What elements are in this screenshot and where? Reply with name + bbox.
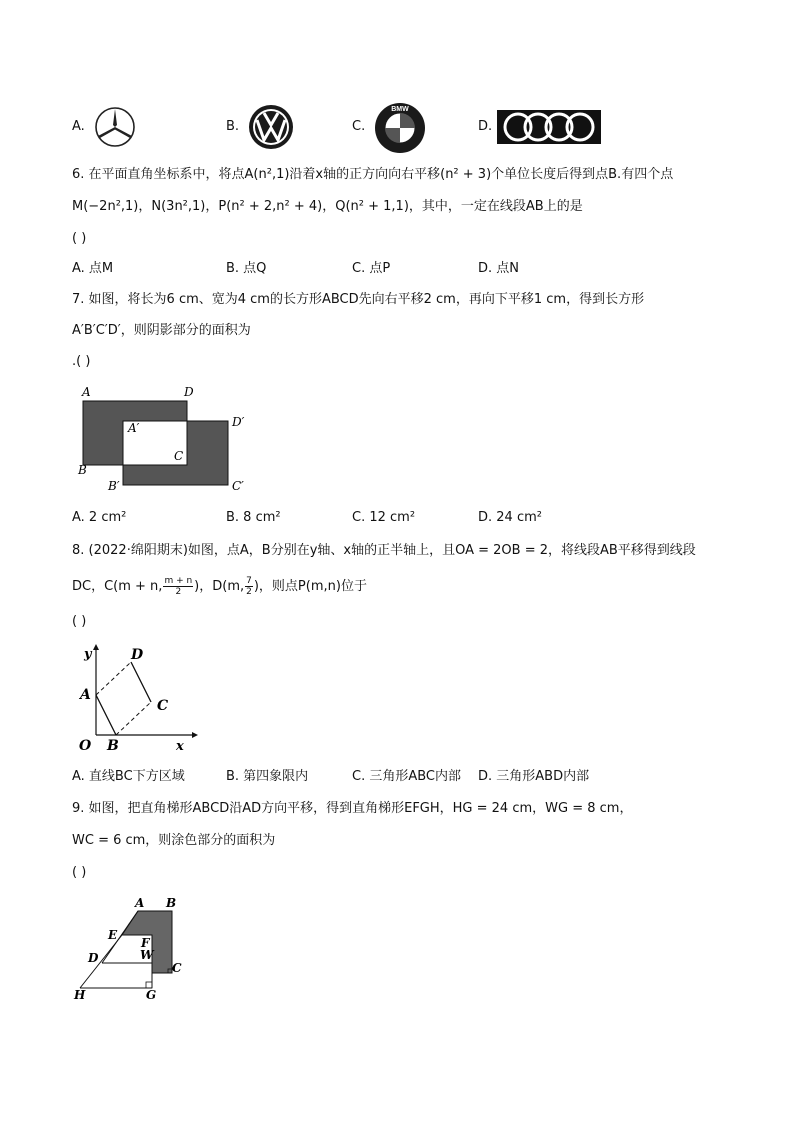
q7-label-c-prime: C′ [232, 479, 244, 493]
q7-stem-line1: 7. 如图，将长为6 cm、宽为4 cm的长方形ABCD先向右平移2 cm，再向下平移1 cm，得到长方形 [72, 292, 645, 307]
q9-label-w: W [140, 948, 154, 962]
q6-option-b: B. 点Q [226, 261, 267, 276]
q5-option-d-letter: D. [478, 119, 493, 134]
q8-line2-part-b: )，D(m, [194, 579, 245, 594]
q8-answer-paren: ( ) [72, 614, 87, 629]
q7-label-a: A [82, 385, 91, 399]
q6-stem-line1: 6. 在平面直角坐标系中，将点A(n²,1)沿着x轴的正方向向右平移(n² + 3)个单位长度后得到点B.有四个点 [72, 167, 674, 182]
q9-label-b: B [166, 896, 177, 910]
q8-fraction-1-den: 2 [175, 587, 182, 597]
q8-fraction-1 [163, 576, 193, 597]
q8-option-a: A. 直线BC下方区域 [72, 769, 185, 784]
q7-option-d: D. 24 cm² [478, 510, 542, 525]
q5-option-b-letter: B. [226, 119, 240, 134]
q7-label-b-prime: B′ [108, 479, 120, 493]
q8-label-d: D [131, 647, 144, 663]
q6-stem-line2: M(−2n²,1)，N(3n²,1)，P(n² + 2,n² + 4)，Q(n² + 1,1)，其中，一定在线段AB上的是 [72, 199, 583, 214]
q7-option-b: B. 8 cm² [226, 510, 281, 525]
q8-label-o: O [79, 738, 92, 754]
q9-label-c: C [172, 961, 182, 975]
bmw-logo-icon [373, 102, 427, 154]
q7-rectangles-figure [70, 382, 260, 498]
q9-stem-line1: 9. 如图，把直角梯形ABCD沿AD方向平移，得到直角梯形EFGH，HG = 24 cm，WG = 8 cm， [72, 801, 633, 816]
q8-line2-part-c: )，则点P(m,n)位于 [253, 579, 367, 594]
q8-fraction-2 [245, 576, 253, 597]
q9-answer-paren: ( ) [72, 865, 87, 880]
q9-label-a: A [135, 896, 145, 910]
q8-label-c: C [157, 698, 169, 714]
q7-option-c: C. 12 cm² [352, 510, 416, 525]
audi-logo-icon [497, 110, 601, 144]
q7-label-c: C [174, 449, 184, 463]
q8-option-c: C. 三角形ABC内部 [352, 769, 462, 784]
q7-label-d: D [184, 385, 194, 399]
q8-label-b: B [107, 738, 119, 754]
q5-option-a-letter: A. [72, 119, 85, 134]
q8-fraction-2-den: 2 [246, 587, 252, 597]
q9-label-g: G [146, 988, 157, 1002]
q8-line2-part-a: DC，C(m + n, [72, 579, 163, 594]
q9-label-d: D [88, 951, 99, 965]
q8-option-b: B. 第四象限内 [226, 769, 309, 784]
q5-option-c-letter: C. [352, 119, 366, 134]
q6-answer-paren: ( ) [72, 231, 87, 246]
q8-label-x: x [176, 739, 184, 754]
volkswagen-logo-icon [246, 104, 296, 150]
q9-label-h: H [74, 988, 86, 1002]
q8-option-d: D. 三角形ABD内部 [478, 769, 590, 784]
q8-label-y: y [84, 647, 92, 662]
mercedes-logo-icon [90, 106, 140, 148]
q8-stem-line2 [72, 576, 367, 597]
q7-label-a-prime: A′ [128, 421, 140, 435]
q8-coordinate-figure [74, 642, 200, 754]
q8-label-a: A [80, 687, 91, 703]
q8-stem-line1: 8. (2022·绵阳期末)如图，点A，B分别在y轴、x轴的正半轴上，且OA = 2OB = 2，将线段AB平移得到线段 [72, 543, 696, 558]
q9-label-e: E [108, 928, 118, 942]
q7-label-d-prime: D′ [232, 415, 245, 429]
q6-option-c: C. 点P [352, 261, 391, 276]
q8-fraction-2-num: 7 [246, 576, 252, 586]
q9-trapezoid-figure [70, 893, 190, 1005]
q7-label-b: B [78, 463, 87, 477]
q8-fraction-1-num: m + n [164, 576, 193, 586]
q7-stem-line2: A′B′C′D′，则阴影部分的面积为 [72, 323, 251, 338]
q9-label-f: F [141, 936, 150, 950]
q9-stem-line2: WC = 6 cm，则涂色部分的面积为 [72, 833, 276, 848]
q7-answer-paren: .( ) [72, 354, 91, 369]
q6-option-a: A. 点M [72, 261, 114, 276]
q6-option-d: D. 点N [478, 261, 519, 276]
q7-option-a: A. 2 cm² [72, 510, 127, 525]
bmw-letters: BMW [391, 106, 409, 113]
